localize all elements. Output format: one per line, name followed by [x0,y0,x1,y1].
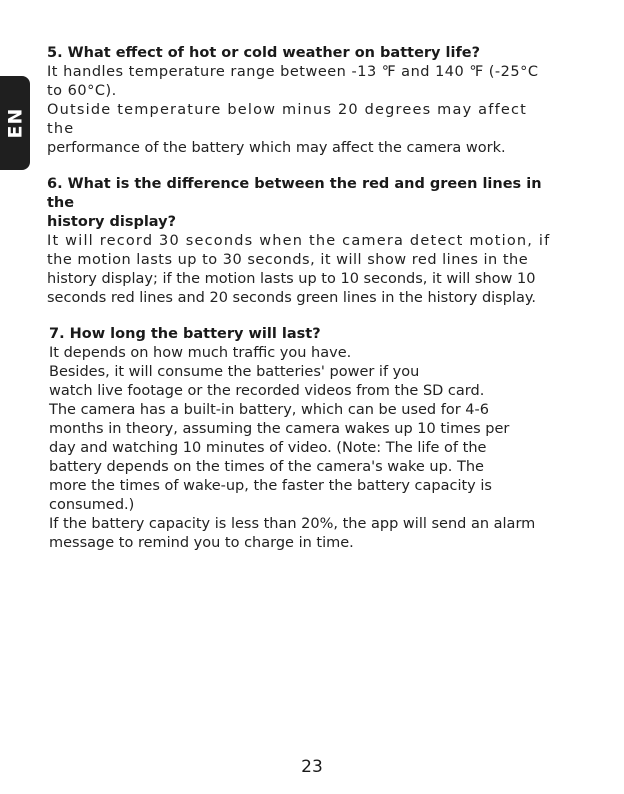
faq-question-7: 7. How long the battery will last? [49,326,321,342]
faq-question-6-line: 6. What is the difference between the red and green lines in the [47,176,542,211]
faq-answer-line: more the times of wake-up, the faster the battery capacity is [49,478,492,494]
faq-answer-line: battery depends on the times of the camera's wake up. The [49,459,484,475]
faq-content [47,44,559,553]
faq-answer-line: watch live footage or the recorded videos from the SD card. [49,383,485,399]
faq-answer-line: Besides, it will consume the batteries' power if you [49,364,420,380]
faq-answer-line: It will record 30 seconds when the camera detect motion, if [47,233,551,249]
faq-answer-line: consumed.) [49,497,135,513]
faq-section-7 [47,325,559,553]
faq-answer-line: history display; if the motion lasts up to 10 seconds, it will show 10 [47,271,536,287]
faq-answer-line: If the battery capacity is less than 20%, the app will send an alarm [49,516,536,532]
faq-answer-line: months in theory, assuming the camera wakes up 10 times per [49,421,510,437]
page-number: 23 [301,757,323,777]
faq-answer-line: message to remind you to charge in time. [49,535,354,551]
faq-answer-line: performance of the battery which may affect the camera work. [47,140,506,156]
faq-question-5: 5. What effect of hot or cold weather on battery life? [47,45,481,61]
language-tab-label: EN [4,107,27,139]
faq-section-5 [47,44,559,158]
faq-answer-line: It handles temperature range between -13 ℉ and 140 ℉ (-25°C [47,64,539,80]
faq-answer-line: the motion lasts up to 30 seconds, it will show red lines in the [47,252,529,268]
faq-answer-line: seconds red lines and 20 seconds green lines in the history display. [47,290,536,306]
faq-answer-line: It depends on how much traffic you have. [49,345,352,361]
faq-answer-line: The camera has a built-in battery, which can be used for 4-6 [49,402,489,418]
faq-question-6-line: history display? [47,214,176,230]
faq-answer-line: day and watching 10 minutes of video. (Note: The life of the [49,440,487,456]
faq-answer-line: to 60°C). [47,83,117,99]
faq-section-6 [47,175,559,308]
language-tab [0,76,30,170]
faq-answer-line: Outside temperature below minus 20 degrees may affect the [47,102,528,137]
